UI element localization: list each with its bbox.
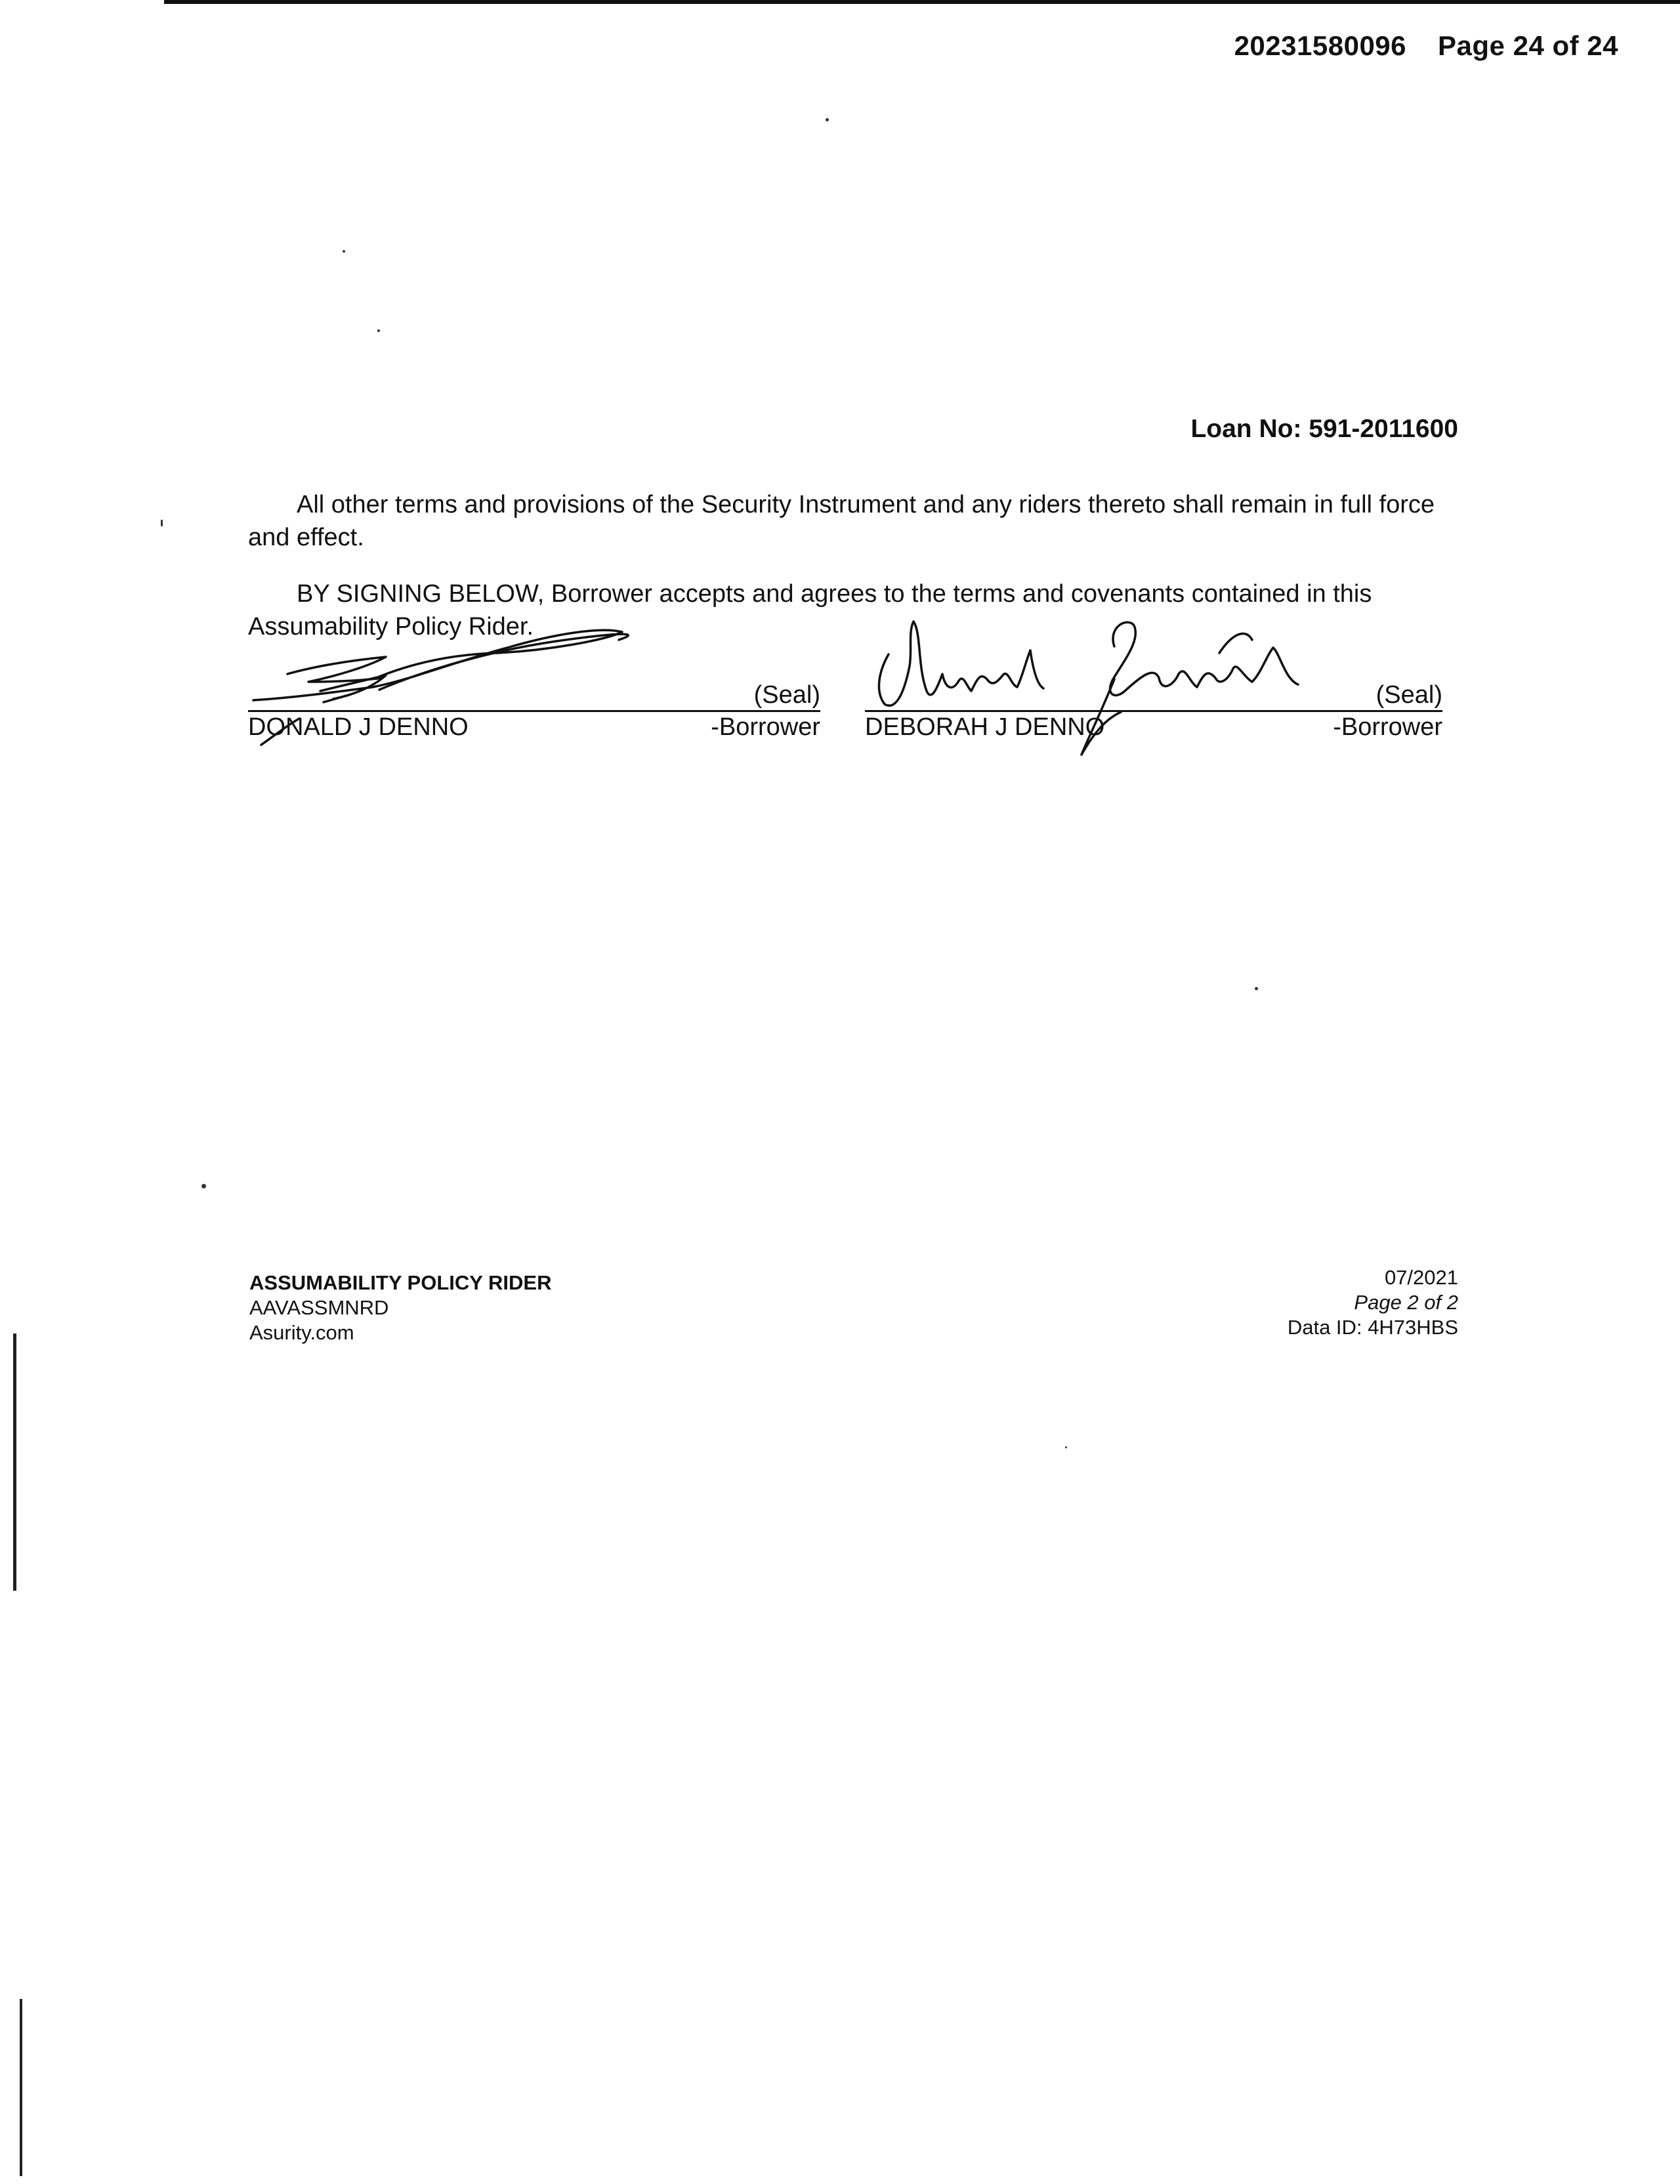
document-number: 20231580096 [1234,30,1407,61]
signature-line [865,710,1442,712]
signing-paragraph: BY SIGNING BELOW, Borrower accepts and agrees to the terms and covenants contained in this Assumability Policy Rider. [248,580,1372,640]
form-title: ASSUMABILITY POLICY RIDER [249,1271,552,1294]
terms-paragraph: All other terms and provisions of the Security Instrument and any riders thereto shall remain in full force and effect. [248,491,1435,551]
borrower-role: -Borrower [1333,713,1442,741]
form-footer-right [1288,1265,1458,1340]
seal-label: (Seal) [1376,681,1442,709]
scan-edge-mark [20,1999,22,2176]
scan-speck [1255,987,1258,990]
page-indicator: Page 24 of 24 [1438,30,1618,61]
form-website: Asurity.com [249,1321,354,1344]
scan-speck [161,520,163,526]
borrower-signature-block-2 [865,614,1442,758]
borrower-name: DEBORAH J DENNO [865,713,1105,741]
form-code: AAVASSMNRD [249,1296,389,1319]
form-data-id: Data ID: 4H73HBS [1287,1316,1458,1339]
scan-speck [1065,1446,1067,1448]
scan-speck [377,329,380,332]
scan-speck [826,118,829,121]
scan-speck [201,1184,206,1188]
loan-number: Loan No: 591-2011600 [1190,415,1458,443]
form-footer-left [249,1270,551,1345]
document-header [1234,30,1618,62]
scan-edge-mark [13,1334,16,1591]
top-scan-rule [164,0,1680,4]
scan-speck [343,250,345,253]
seal-label: (Seal) [753,681,820,709]
borrower-role: -Borrower [711,713,820,741]
borrower-name: DONALD J DENNO [248,713,469,741]
borrower-signature-block-1 [248,614,820,758]
form-date: 07/2021 [1384,1266,1458,1289]
signature-line [248,710,820,712]
form-page-number: Page 2 of 2 [1354,1291,1458,1314]
